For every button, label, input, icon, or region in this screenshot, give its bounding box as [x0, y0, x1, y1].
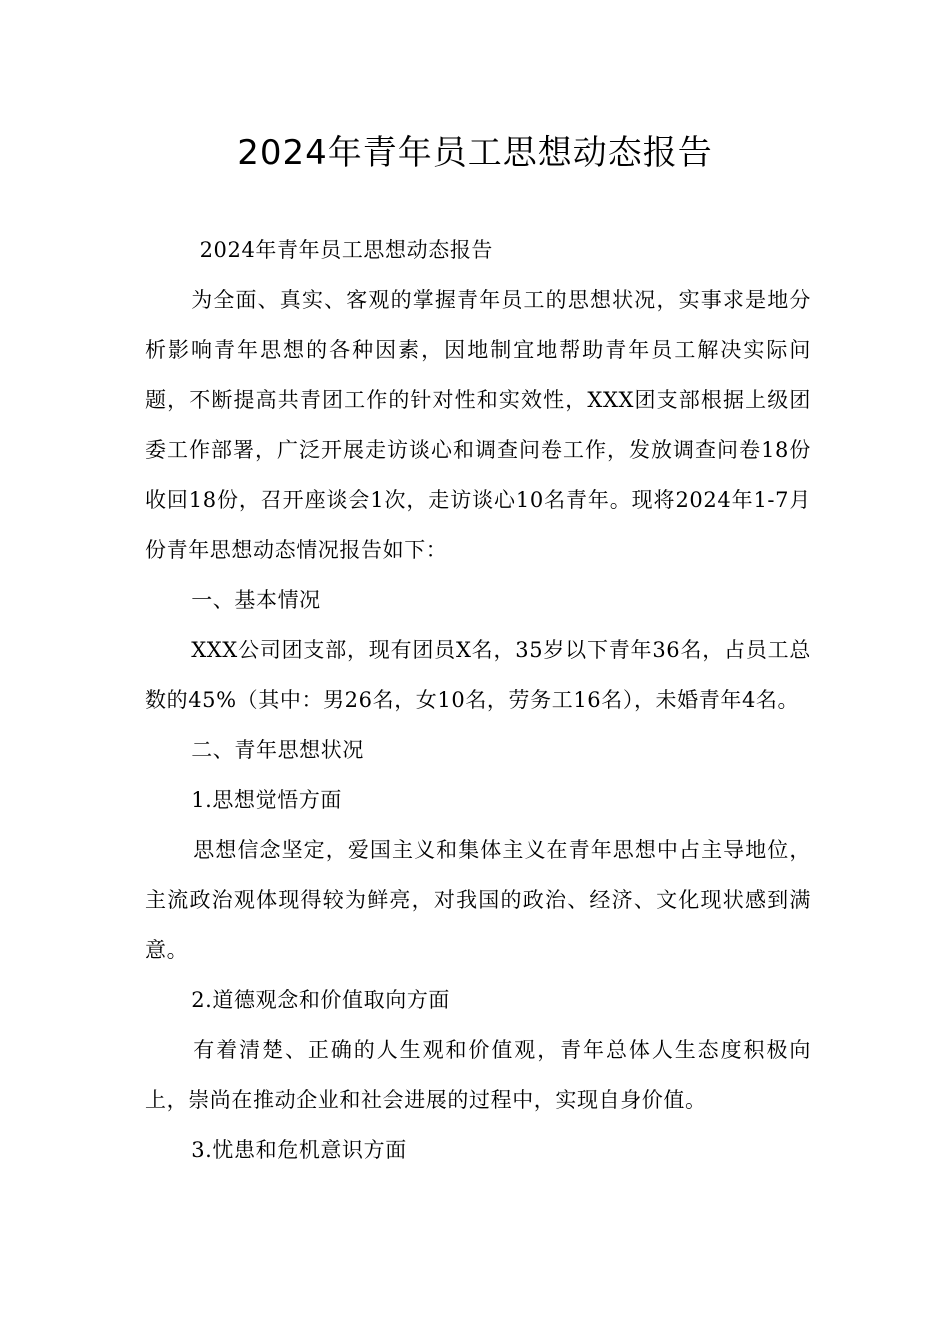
- subheading-moral-values: 2.道德观念和价值取向方面: [191, 988, 451, 1012]
- basic-situation-paragraph: XXX公司团支部，现有团员X名，35岁以下青年36名，占员工总数的45%（其中：男26名，女10名，劳务工16名），未婚青年4名。: [145, 638, 811, 712]
- subheading-crisis-awareness: 3.忧患和危机意识方面: [191, 1138, 407, 1162]
- section-heading-youth-thoughts: 二、青年思想状况: [191, 738, 364, 762]
- subheading-ideological-awareness: 1.思想觉悟方面: [191, 788, 343, 812]
- document-title: 2024年青年员工思想动态报告: [237, 133, 713, 173]
- ideological-awareness-paragraph: 思想信念坚定，爱国主义和集体主义在青年思想中占主导地位，主流政治观体现得较为鲜亮，对我国的政治、经济、文化现状感到满意。: [145, 838, 811, 962]
- document-subtitle: 2024年青年员工思想动态报告: [199, 238, 494, 262]
- intro-paragraph: 为全面、真实、客观的掌握青年员工的思想状况，实事求是地分析影响青年思想的各种因素，因地制宜地帮助青年员工解决实际问题，不断提高共青团工作的针对性和实效性，XXX团支部根据上级团委工作部署，广泛开展走访谈心和调查问卷工作，发放调查问卷18份收回18份，召开座谈会1次，走访谈心10名青年。现将2024年1-7月份青年思想动态情况报告如下：: [145, 288, 811, 562]
- document-body: [145, 225, 811, 1175]
- section-heading-basic-situation: 一、基本情况: [191, 588, 321, 612]
- moral-values-paragraph: 有着清楚、正确的人生观和价值观，青年总体人生态度积极向上，崇尚在推动企业和社会进展的过程中，实现自身价值。: [145, 1038, 811, 1112]
